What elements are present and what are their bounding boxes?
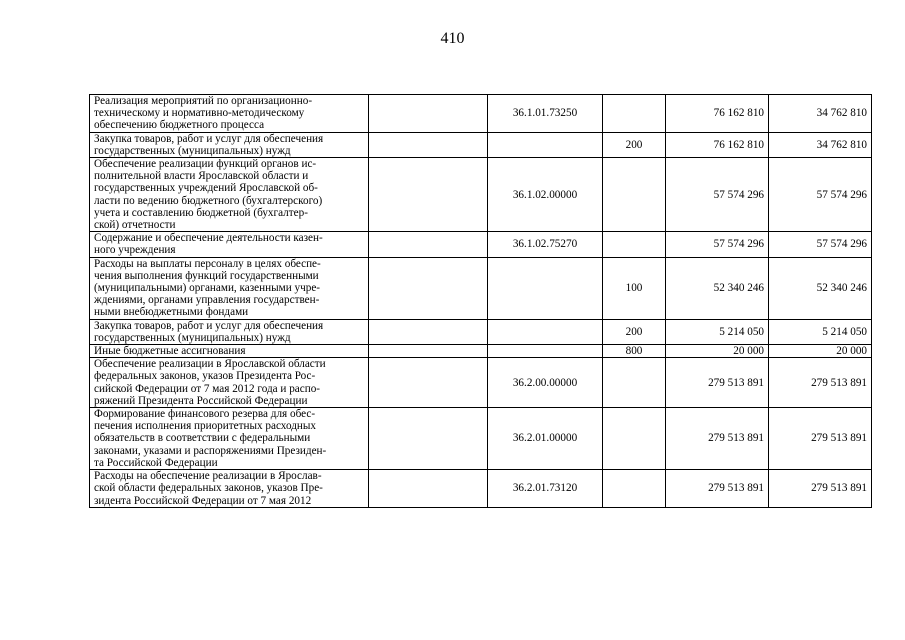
- empty-cell: [369, 132, 488, 157]
- amount-year-2-cell: 34 762 810: [769, 95, 872, 133]
- expense-name-line: ными внебюджетными фондами: [94, 306, 249, 319]
- expense-name-line: ской области федеральных законов, указов Пре-: [94, 482, 323, 495]
- amount-year-2-cell: 279 513 891: [769, 470, 872, 508]
- target-article-code-cell: 36.2.01.00000: [488, 408, 603, 470]
- expense-name-cell: [90, 345, 369, 358]
- table-row: [90, 408, 872, 470]
- expense-name-line: обязательств в соответствии с федеральными: [94, 432, 311, 445]
- expense-name-cell: [90, 358, 369, 408]
- target-article-code-cell: [488, 132, 603, 157]
- expense-type-cell: [603, 232, 666, 257]
- amount-year-1-cell: 5 214 050: [666, 319, 769, 344]
- empty-cell: [369, 358, 488, 408]
- expense-name-line: федеральных законов, указов Президента Рос-: [94, 370, 316, 383]
- expense-type-cell: [603, 158, 666, 232]
- amount-year-2-cell: 57 574 296: [769, 158, 872, 232]
- amount-year-1-cell: 52 340 246: [666, 257, 769, 319]
- expense-name-line: Обеспечение реализации функций органов ис-: [94, 158, 317, 171]
- expense-name-line: чения выполнения функций государственными: [94, 269, 319, 282]
- amount-year-1-cell: 76 162 810: [666, 95, 769, 133]
- empty-cell: [369, 345, 488, 358]
- amount-year-1-cell: 279 513 891: [666, 408, 769, 470]
- empty-cell: [369, 158, 488, 232]
- table-row: [90, 358, 872, 408]
- expense-name-line: законами, указами и распоряжениями Президен-: [94, 444, 327, 457]
- expense-name-line: Закупка товаров, работ и услуг для обеспечения: [94, 132, 324, 145]
- table-row: [90, 257, 872, 319]
- amount-year-1-cell: 57 574 296: [666, 232, 769, 257]
- amount-year-2-cell: 279 513 891: [769, 358, 872, 408]
- expense-name-line: та Российской Федерации: [94, 456, 218, 469]
- amount-year-2-cell: 5 214 050: [769, 319, 872, 344]
- expense-name-line: государственных (муниципальных) нужд: [94, 144, 291, 157]
- table-row: [90, 232, 872, 257]
- target-article-code-cell: 36.1.01.73250: [488, 95, 603, 133]
- amount-year-2-cell: 52 340 246: [769, 257, 872, 319]
- expense-type-cell: 200: [603, 319, 666, 344]
- table-row: [90, 158, 872, 232]
- target-article-code-cell: 36.1.02.00000: [488, 158, 603, 232]
- expense-name-line: Реализация мероприятий по организационно-: [94, 95, 313, 107]
- expense-name-line: ряжений Президента Российской Федерации: [94, 394, 308, 407]
- expense-type-cell: 800: [603, 345, 666, 358]
- page-number: 410: [440, 30, 465, 47]
- expense-name-line: учета и составлению бюджетной (бухгалтер-: [94, 206, 308, 219]
- expense-name-line: (муниципальными) органами, казенными учре-: [94, 282, 321, 295]
- expense-name-line: сийской Федерации от 7 мая 2012 года и распо-: [94, 382, 321, 395]
- amount-year-1-cell: 20 000: [666, 345, 769, 358]
- expense-name-line: Обеспечение реализации в Ярославской области: [94, 358, 326, 371]
- expense-name-cell: [90, 257, 369, 319]
- expense-type-cell: [603, 408, 666, 470]
- expense-name-line: полнительной власти Ярославской области и: [94, 170, 309, 183]
- target-article-code-cell: 36.1.02.75270: [488, 232, 603, 257]
- amount-year-1-cell: 279 513 891: [666, 470, 769, 508]
- expense-name-line: ской) отчетности: [94, 219, 176, 232]
- amount-year-2-cell: 279 513 891: [769, 408, 872, 470]
- expense-name-line: ного учреждения: [94, 244, 176, 257]
- expense-name-line: Иные бюджетные ассигнования: [94, 345, 246, 358]
- empty-cell: [369, 232, 488, 257]
- expense-name-cell: [90, 132, 369, 157]
- expense-name-line: Расходы на выплаты персоналу в целях обеспе-: [94, 257, 321, 270]
- empty-cell: [369, 257, 488, 319]
- expense-name-line: Расходы на обеспечение реализации в Ярослав-: [94, 470, 322, 483]
- target-article-code-cell: 36.2.01.73120: [488, 470, 603, 508]
- expense-name-line: Формирование финансового резерва для обес-: [94, 408, 316, 421]
- budget-table-body: [90, 95, 872, 508]
- expense-name-line: ласти по ведению бюджетного (бухгалтерского): [94, 194, 323, 207]
- expense-name-cell: [90, 158, 369, 232]
- amount-year-1-cell: 76 162 810: [666, 132, 769, 157]
- expense-type-cell: [603, 358, 666, 408]
- expense-type-cell: 200: [603, 132, 666, 157]
- expense-name-line: обеспечению бюджетного процесса: [94, 119, 265, 132]
- expense-name-line: техническому и нормативно-методическому: [94, 107, 305, 120]
- expense-name-cell: [90, 470, 369, 508]
- empty-cell: [369, 95, 488, 133]
- expense-name-line: печения исполнения приоритетных расходных: [94, 420, 317, 433]
- expense-name-line: государственных (муниципальных) нужд: [94, 331, 291, 344]
- target-article-code-cell: [488, 257, 603, 319]
- expense-name-line: Содержание и обеспечение деятельности казен-: [94, 232, 323, 245]
- expense-type-cell: 100: [603, 257, 666, 319]
- expense-type-cell: [603, 95, 666, 133]
- table-row: [90, 345, 872, 358]
- expense-name-line: Закупка товаров, работ и услуг для обеспечения: [94, 319, 324, 332]
- table-row: [90, 95, 872, 133]
- target-article-code-cell: 36.2.00.00000: [488, 358, 603, 408]
- table-row: [90, 319, 872, 344]
- expense-name-cell: [90, 319, 369, 344]
- expense-type-cell: [603, 470, 666, 508]
- expense-name-line: ждениями, органами управления государствен-: [94, 294, 320, 307]
- amount-year-1-cell: 57 574 296: [666, 158, 769, 232]
- amount-year-1-cell: 279 513 891: [666, 358, 769, 408]
- target-article-code-cell: [488, 319, 603, 344]
- table-row: [90, 470, 872, 508]
- empty-cell: [369, 470, 488, 508]
- empty-cell: [369, 408, 488, 470]
- budget-table: [89, 94, 872, 508]
- expense-name-cell: [90, 95, 369, 133]
- amount-year-2-cell: 20 000: [769, 345, 872, 358]
- expense-name-cell: [90, 408, 369, 470]
- target-article-code-cell: [488, 345, 603, 358]
- expense-name-cell: [90, 232, 369, 257]
- amount-year-2-cell: 34 762 810: [769, 132, 872, 157]
- expense-name-line: государственных учреждений Ярославской об-: [94, 182, 318, 195]
- expense-name-line: зидента Российской Федерации от 7 мая 2012: [94, 494, 312, 507]
- table-row: [90, 132, 872, 157]
- amount-year-2-cell: 57 574 296: [769, 232, 872, 257]
- empty-cell: [369, 319, 488, 344]
